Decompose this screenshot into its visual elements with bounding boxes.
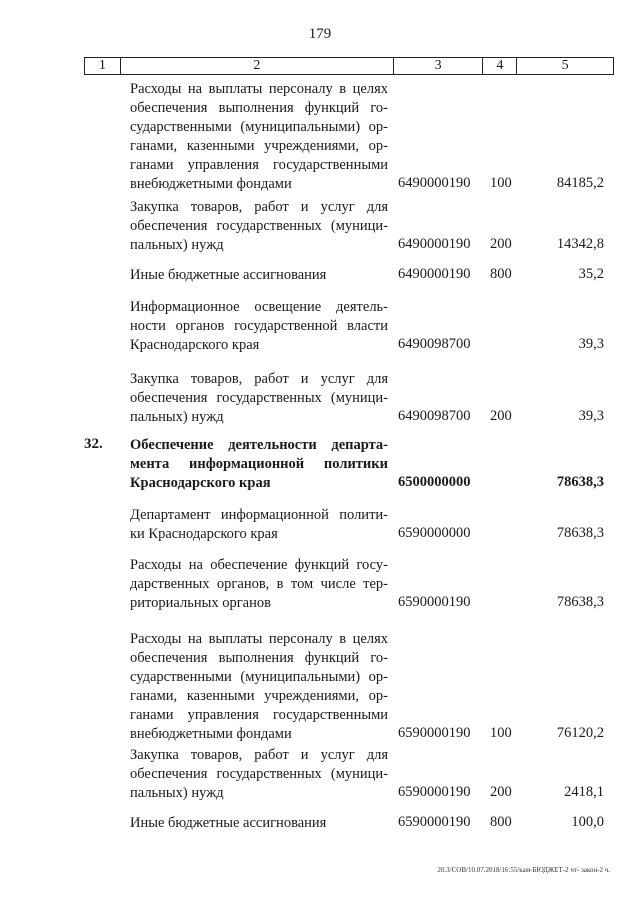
row-amount: 39,3: [578, 336, 604, 352]
row-amount: 78638,3: [556, 525, 604, 541]
description-line: риториальных органов: [130, 595, 271, 611]
row-code: 6590000000: [398, 525, 471, 541]
description-line: обеспечения государственных (муници-: [130, 766, 388, 782]
row-amount: 39,3: [578, 408, 604, 424]
description-line: мента информационной политики: [130, 456, 388, 472]
description-line: дарственных органов, в том числе тер-: [130, 576, 388, 592]
row-description: [130, 746, 388, 803]
row-description: [130, 80, 388, 194]
row-code: 6590000190: [398, 814, 471, 830]
header-col-5: 5: [561, 58, 569, 73]
description-line: обеспечения выполнения функций го-: [130, 650, 388, 666]
row-amount: 84185,2: [556, 175, 604, 191]
row-expense-type: 100: [490, 725, 512, 741]
row-amount: 35,2: [578, 266, 604, 282]
row-code: 6500000000: [398, 474, 471, 490]
row-expense-type: 200: [490, 236, 512, 252]
row-description: [130, 630, 388, 744]
row-expense-type: 200: [490, 408, 512, 424]
description-line: обеспечения государственных (муници-: [130, 218, 388, 234]
header-col-4: 4: [483, 58, 517, 74]
description-line: сударственными (муниципальными) ор-: [130, 119, 388, 135]
row-description: [130, 506, 388, 544]
description-line: Краснодарского края: [130, 337, 260, 353]
description-line: ганами, казенными учреждениями, ор-: [130, 138, 388, 154]
row-code: 6590000190: [398, 594, 471, 610]
row-amount: 14342,8: [556, 236, 604, 252]
header-col-1: 1: [85, 58, 121, 74]
row-expense-type: 200: [490, 784, 512, 800]
description-line: внебюджетными фондами: [130, 176, 292, 192]
row-code: 6590000190: [398, 725, 471, 741]
description-line: пальных) нужд: [130, 409, 224, 425]
row-description: [130, 370, 388, 427]
description-line: Информационное освещение деятель-: [130, 299, 388, 315]
row-description: [130, 198, 388, 255]
row-code: 6490000190: [398, 175, 471, 191]
description-line: Иные бюджетные ассигнования: [130, 267, 327, 283]
row-code: 6490098700: [398, 408, 471, 424]
row-description: [130, 556, 388, 613]
description-line: ганами, казенными учреждениями, ор-: [130, 688, 388, 704]
description-line: Обеспечение деятельности департа-: [130, 437, 388, 453]
row-code: 6590000190: [398, 784, 471, 800]
description-line: Закупка товаров, работ и услуг для: [130, 371, 388, 387]
description-line: Расходы на выплаты персоналу в целях: [130, 631, 388, 647]
row-amount: 100,0: [571, 814, 604, 830]
row-description: [130, 298, 388, 355]
description-line: ганами управления государственными: [130, 707, 388, 723]
footer-stamp: 20.3/СОВ/10.07.2018/16:55/кам-БЮДЖЕТ-2 чт- закон-2 ч.: [437, 866, 610, 874]
row-amount: 2418,1: [564, 784, 604, 800]
row-amount: 78638,3: [556, 594, 604, 610]
row-description: [130, 436, 388, 493]
description-line: Закупка товаров, работ и услуг для: [130, 199, 388, 215]
page-number: 179: [308, 26, 332, 42]
description-line: Расходы на обеспечение функций госу-: [130, 557, 388, 573]
description-line: Иные бюджетные ассигнования: [130, 815, 327, 831]
description-line: сударственными (муниципальными) ор-: [130, 669, 388, 685]
description-line: ганами управления государственными: [130, 157, 388, 173]
header-col-3: 3: [394, 58, 484, 74]
description-line: пальных) нужд: [130, 785, 224, 801]
row-code: 6490098700: [398, 336, 471, 352]
row-amount: 76120,2: [556, 725, 604, 741]
description-line: Расходы на выплаты персоналу в целях: [130, 81, 388, 97]
description-line: Департамент информационной полити-: [130, 507, 388, 523]
description-line: обеспечения государственных (муници-: [130, 390, 388, 406]
row-amount: 78638,3: [556, 474, 604, 490]
row-code: 6490000190: [398, 236, 471, 252]
row-description: [130, 814, 388, 833]
description-line: обеспечения выполнения функций го-: [130, 100, 388, 116]
description-line: Краснодарского края: [130, 475, 271, 491]
description-line: ки Краснодарского края: [130, 526, 278, 542]
row-expense-type: 100: [490, 175, 512, 191]
row-expense-type: 800: [490, 266, 512, 282]
row-description: [130, 266, 388, 285]
description-line: внебюджетными фондами: [130, 726, 292, 742]
row-expense-type: 800: [490, 814, 512, 830]
description-line: Закупка товаров, работ и услуг для: [130, 747, 388, 763]
description-line: ности органов государственной власти: [130, 318, 388, 334]
description-line: пальных) нужд: [130, 237, 224, 253]
row-number: 32.: [84, 436, 103, 452]
table-header: [84, 57, 614, 75]
header-col-2: 2: [121, 58, 394, 74]
row-code: 6490000190: [398, 266, 471, 282]
